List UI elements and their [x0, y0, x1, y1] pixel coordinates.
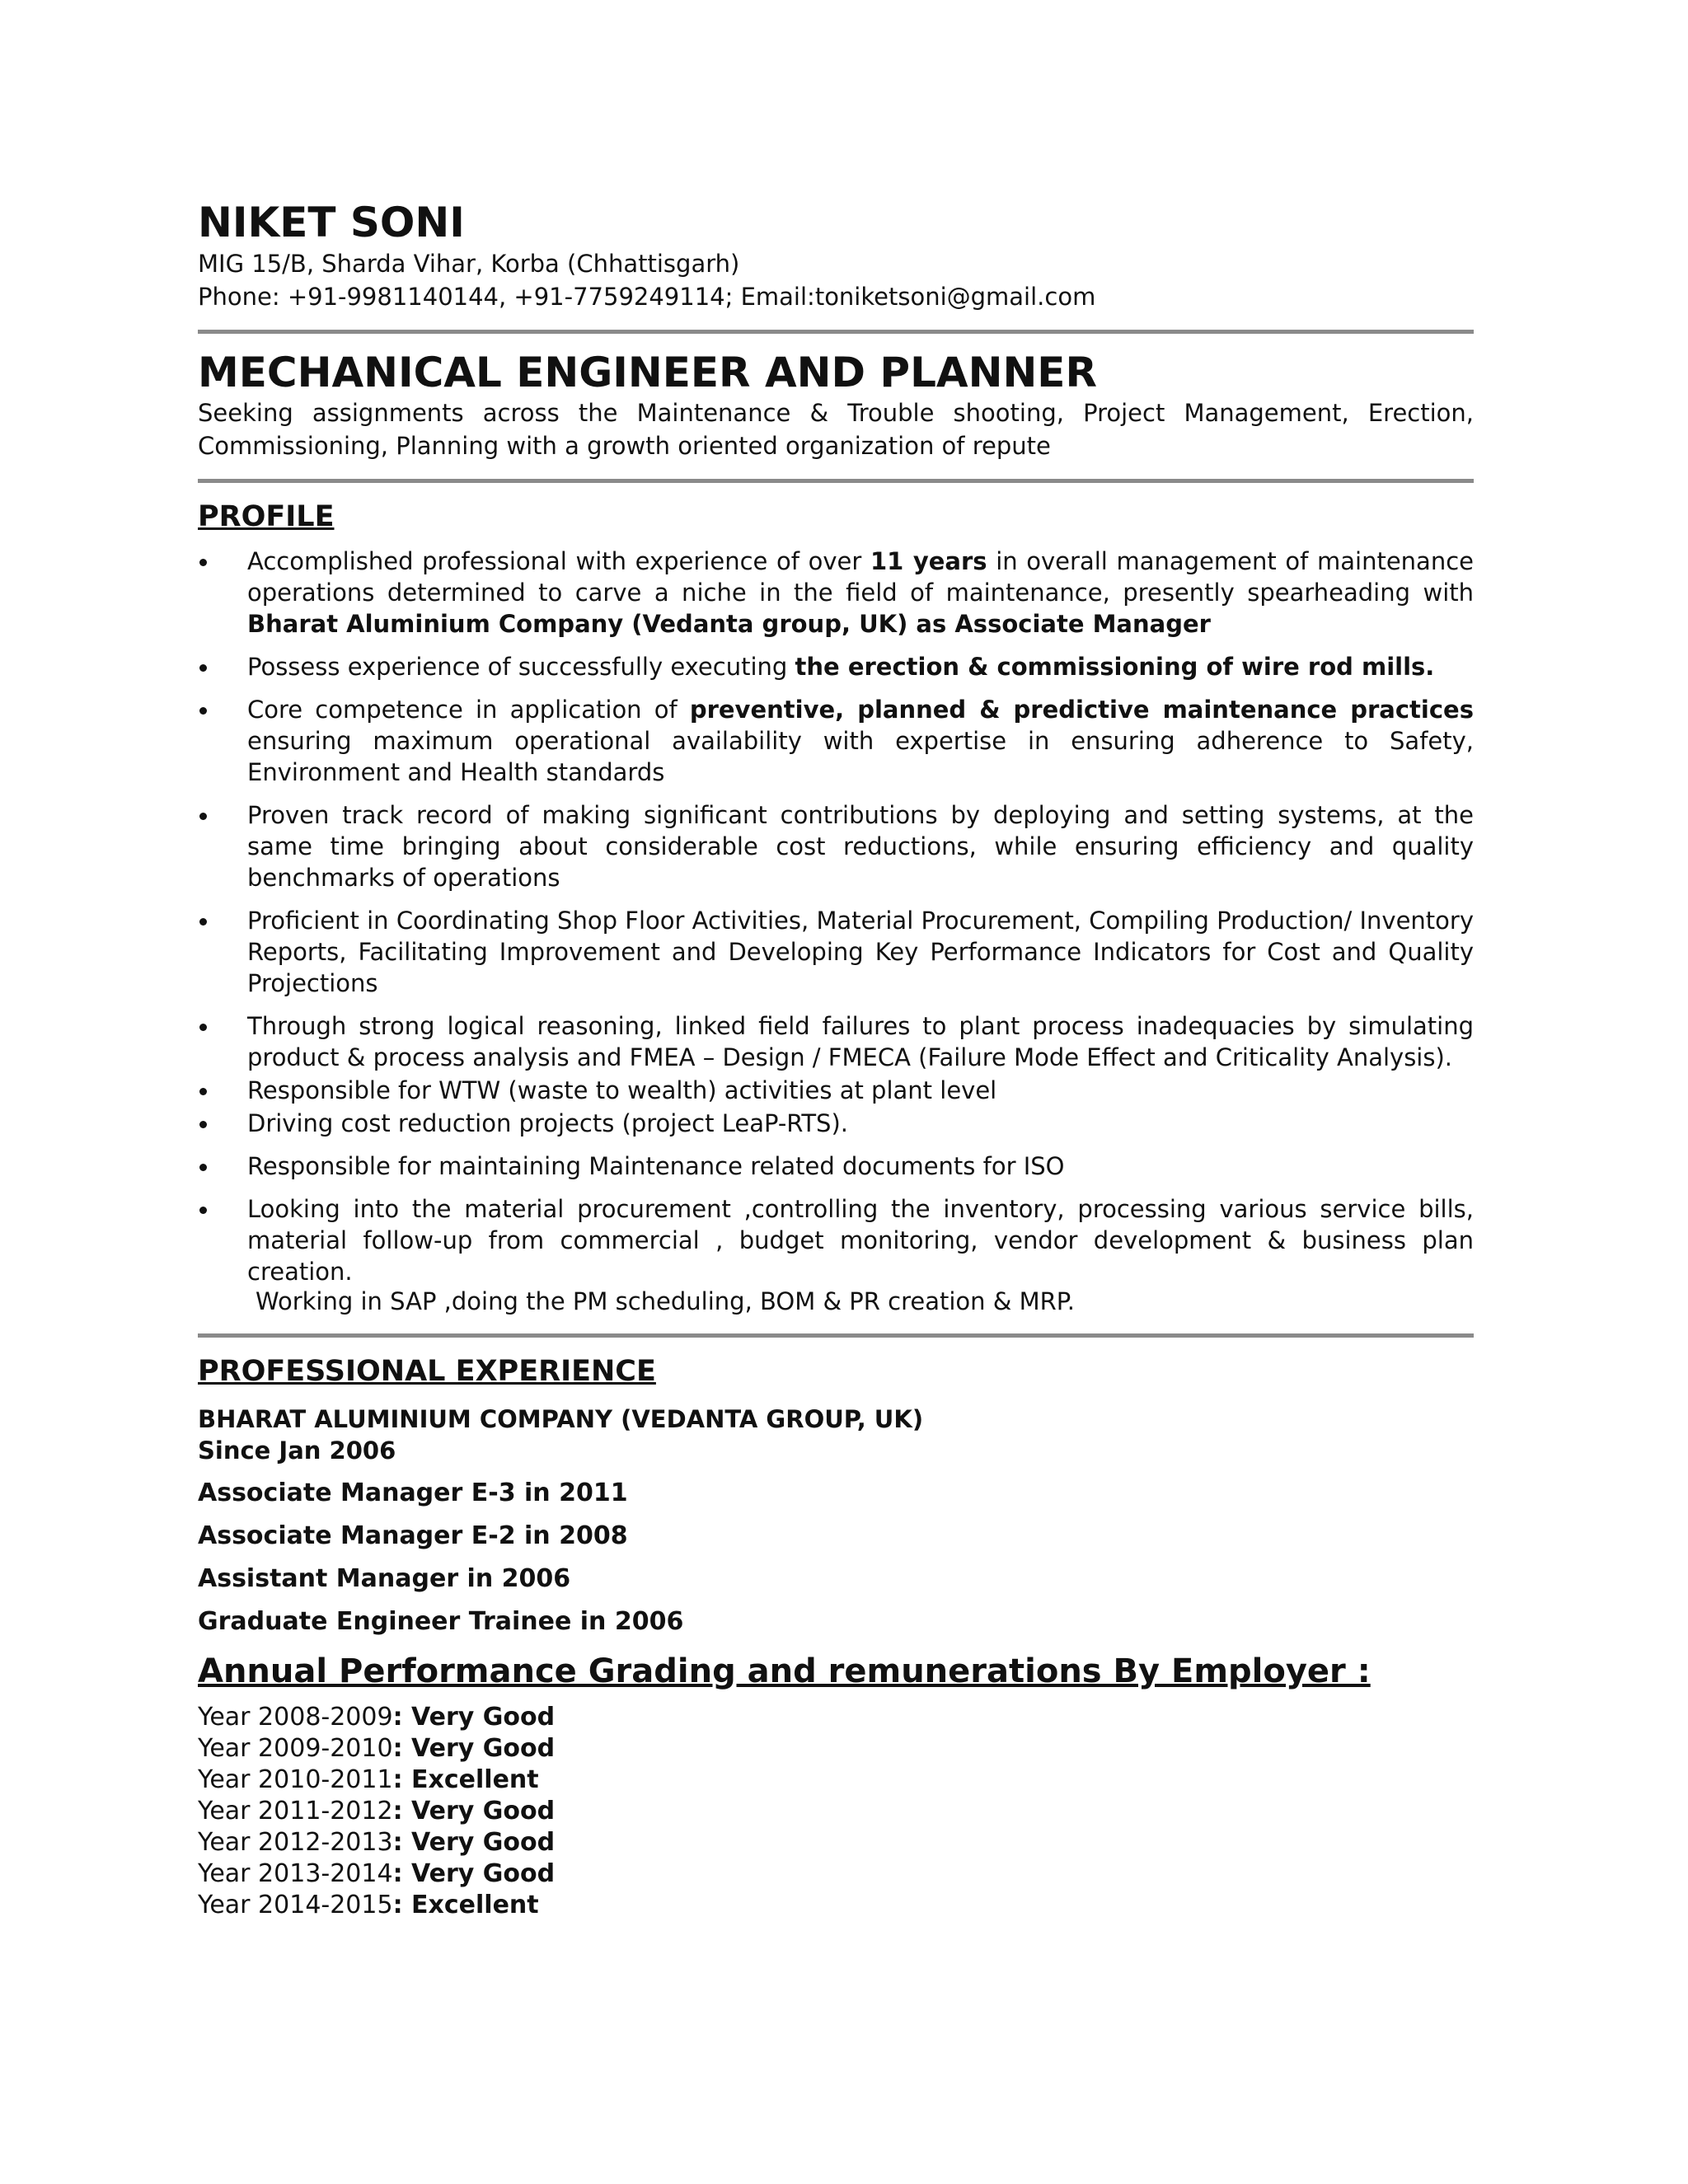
bullet-icon [199, 813, 207, 820]
bullet-icon [199, 1164, 207, 1171]
list-item [198, 1193, 1474, 1287]
grading-heading: Annual Performance Grading and remunerations By Employer : [198, 1652, 1371, 1690]
grade-value: Very Good [411, 1797, 556, 1825]
bullet-text: Through strong logical reasoning, linked field failures to plant process inadequacies by simulating product & process analysis and FMEA – Design / FMECA (Failure Mode Effect and Criticality Analysis). [247, 1012, 1474, 1071]
divider [198, 330, 1474, 334]
divider [198, 479, 1474, 483]
bullet-emphasis: 11 years [870, 547, 987, 575]
bullet-text: Proven track record of making significant contributions by deploying and setting systems, at the same time bringing about considerable cost reductions, while ensuring efficiency and quality benchmarks of operations [247, 801, 1474, 892]
grade-value: Very Good [411, 1734, 556, 1763]
profile-list [198, 546, 1474, 1287]
grade-value: Excellent [411, 1891, 539, 1919]
bullet-text: Driving cost reduction projects (project LeaP-RTS). [247, 1109, 848, 1137]
list-item [198, 1108, 1474, 1139]
bullet-icon [199, 1207, 207, 1214]
company-name: BHARAT ALUMINIUM COMPANY (VEDANTA GROUP, UK) [198, 1405, 924, 1433]
grade-value: Very Good [411, 1828, 556, 1857]
bullet-icon [199, 707, 207, 715]
objective-text: Seeking assignments across the Maintenance & Trouble shooting, Project Management, Erection, Commissioning, Planning with a growth oriented organization of repute [198, 399, 1474, 460]
position-item: Associate Manager E-3 in 2011 [198, 1479, 628, 1507]
divider [198, 1333, 1474, 1338]
bullet-text: Looking into the material procurement ,controlling the inventory, processing various service bills, material follow-up from commercial , budget monitoring, vendor development & business plan creation. [247, 1195, 1474, 1286]
grade-value: Excellent [411, 1765, 539, 1794]
grading-list [198, 1702, 1474, 1921]
bullet-icon [199, 1088, 207, 1095]
grade-row: Year 2009-2010: Very Good [198, 1734, 556, 1763]
bullet-icon [199, 1024, 207, 1031]
bullet-emphasis: the erection & commissioning of wire rod mills. [795, 653, 1435, 681]
bullet-emphasis: Bharat Aluminium Company (Vedanta group, UK) as Associate Manager [247, 610, 1211, 638]
resume-content [198, 198, 1474, 1921]
grade-year: Year 2013-2014 [198, 1859, 393, 1888]
bullet-text: Core competence in application of [247, 696, 690, 724]
list-item [198, 799, 1474, 893]
role-title: MECHANICAL ENGINEER AND PLANNER [198, 349, 1097, 396]
bullet-emphasis: preventive, planned & predictive maintenance practices [689, 696, 1474, 724]
bullet-icon [199, 1121, 207, 1128]
bullet-text: ensuring maximum operational availability with expertise in ensuring adherence to Safety, Environment and Health standards [247, 727, 1474, 786]
grade-year: Year 2008-2009 [198, 1703, 393, 1732]
position-item: Assistant Manager in 2006 [198, 1564, 571, 1593]
bullet-icon [199, 918, 207, 926]
grade-year: Year 2009-2010 [198, 1734, 393, 1763]
position-item: Associate Manager E-2 in 2008 [198, 1521, 628, 1550]
phone-email-line: Phone: +91-9981140144, +91-7759249114; Email:toniketsoni@gmail.com [198, 283, 1096, 311]
bullet-text: in overall management of maintenance operations determined to carve a niche in the field of maintenance, presently spearheading with [247, 547, 1474, 607]
bullet-text: Responsible for WTW (waste to wealth) activities at plant level [247, 1076, 997, 1104]
bullet-icon [199, 664, 207, 672]
grade-year: Year 2012-2013 [198, 1828, 393, 1857]
list-item [198, 651, 1474, 682]
experience-heading: PROFESSIONAL EXPERIENCE [198, 1355, 656, 1388]
address-line: MIG 15/B, Sharda Vihar, Korba (Chhattisgarh) [198, 250, 740, 278]
grade-year: Year 2014-2015 [198, 1891, 393, 1919]
bullet-text: Responsible for maintaining Maintenance related documents for ISO [247, 1152, 1065, 1180]
grade-row: Year 2012-2013: Very Good [198, 1828, 556, 1857]
list-item [198, 546, 1474, 640]
list-item [198, 1010, 1474, 1073]
grade-row: Year 2008-2009: Very Good [198, 1703, 556, 1732]
grade-year: Year 2011-2012 [198, 1797, 393, 1825]
list-item [198, 1151, 1474, 1182]
sap-note: Working in SAP ,doing the PM scheduling, BOM & PR creation & MRP. [256, 1287, 1075, 1315]
grade-row: Year 2013-2014: Very Good [198, 1859, 556, 1888]
employment-start: Since Jan 2006 [198, 1436, 396, 1465]
profile-heading: PROFILE [198, 500, 335, 533]
grade-year: Year 2010-2011 [198, 1765, 393, 1794]
grade-row: Year 2011-2012: Very Good [198, 1797, 556, 1825]
candidate-name: NIKET SONI [198, 199, 465, 246]
bullet-text: Possess experience of successfully executing [247, 653, 795, 681]
list-item [198, 694, 1474, 788]
grade-value: Very Good [411, 1859, 556, 1888]
bullet-text: Accomplished professional with experience of over [247, 547, 870, 575]
position-item: Graduate Engineer Trainee in 2006 [198, 1607, 684, 1636]
grade-value: Very Good [411, 1703, 556, 1732]
grade-row: Year 2014-2015: Excellent [198, 1891, 539, 1919]
grade-row: Year 2010-2011: Excellent [198, 1765, 539, 1794]
list-item [198, 1075, 1474, 1106]
list-item [198, 905, 1474, 999]
bullet-icon [199, 559, 207, 566]
bullet-text: Proficient in Coordinating Shop Floor Activities, Material Procurement, Compiling Production/ Inventory Reports, Facilitating Improvement and Developing Key Performance Indicators for Cost and Quality Projections [247, 907, 1474, 997]
